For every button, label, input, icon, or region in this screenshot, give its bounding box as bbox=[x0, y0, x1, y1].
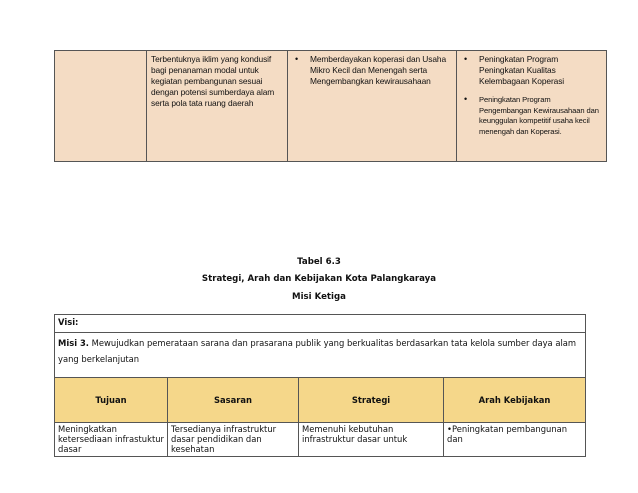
visi-label: Visi: bbox=[55, 315, 586, 333]
table-subtitle: Misi Ketiga bbox=[292, 292, 346, 302]
table-cell-empty bbox=[55, 51, 147, 162]
strategy-table bbox=[54, 314, 586, 457]
column-header-tujuan: Tujuan bbox=[55, 378, 168, 423]
table-title: Strategi, Arah dan Kebijakan Kota Palangkaraya bbox=[201, 274, 437, 284]
visi-row bbox=[55, 315, 586, 333]
misi-row bbox=[55, 333, 586, 378]
continuation-table bbox=[54, 50, 607, 162]
list-item: • Memberdayakan koperasi dan Usaha Mikro Kecil dan Menengah serta Mengembangkan kewirausahaan bbox=[292, 54, 452, 87]
cell-strategi: Memenuhi kebutuhan infrastruktur dasar untuk bbox=[299, 423, 444, 457]
table-row bbox=[55, 423, 586, 457]
table-cell-sasaran: Terbentuknya iklim yang kondusif bagi penanaman modal untuk kegiatan pembangunan sesuai dengan potensi sumberdaya alam serta pola tata ruang daerah bbox=[147, 51, 288, 162]
header-row bbox=[55, 378, 586, 423]
column-header-sasaran: Sasaran bbox=[168, 378, 299, 423]
misi-text: Mewujudkan pemerataan sarana dan prasarana publik yang berkualitas berdasarkan tata kelola sumber daya alam yang berkelanjutan bbox=[58, 338, 577, 364]
table-cell-strategi bbox=[288, 51, 457, 162]
table-cell-arah-kebijakan bbox=[457, 51, 607, 162]
misi-label: Misi 3. bbox=[58, 338, 89, 348]
misi-cell bbox=[55, 333, 586, 378]
table-row bbox=[55, 51, 607, 162]
list-item: • Peningkatan Program Pengembangan Kewirausahaan dan keunggulan kompetitif usaha kecil menengah dan Koperasi. bbox=[461, 95, 602, 137]
list-item: • Peningkatan Program Peningkatan Kualitas Kelembagaan Koperasi bbox=[461, 54, 602, 87]
table-number: Tabel 6.3 bbox=[297, 257, 341, 267]
cell-tujuan: Meningkatkan ketersediaan infrastuktur dasar bbox=[55, 423, 168, 457]
column-header-strategi: Strategi bbox=[299, 378, 444, 423]
cell-arah-kebijakan: • Peningkatan pembangunan dan bbox=[444, 423, 586, 457]
column-header-arah-kebijakan: Arah Kebijakan bbox=[444, 378, 586, 423]
cell-sasaran: Tersedianya infrastruktur dasar pendidikan dan kesehatan bbox=[168, 423, 299, 457]
